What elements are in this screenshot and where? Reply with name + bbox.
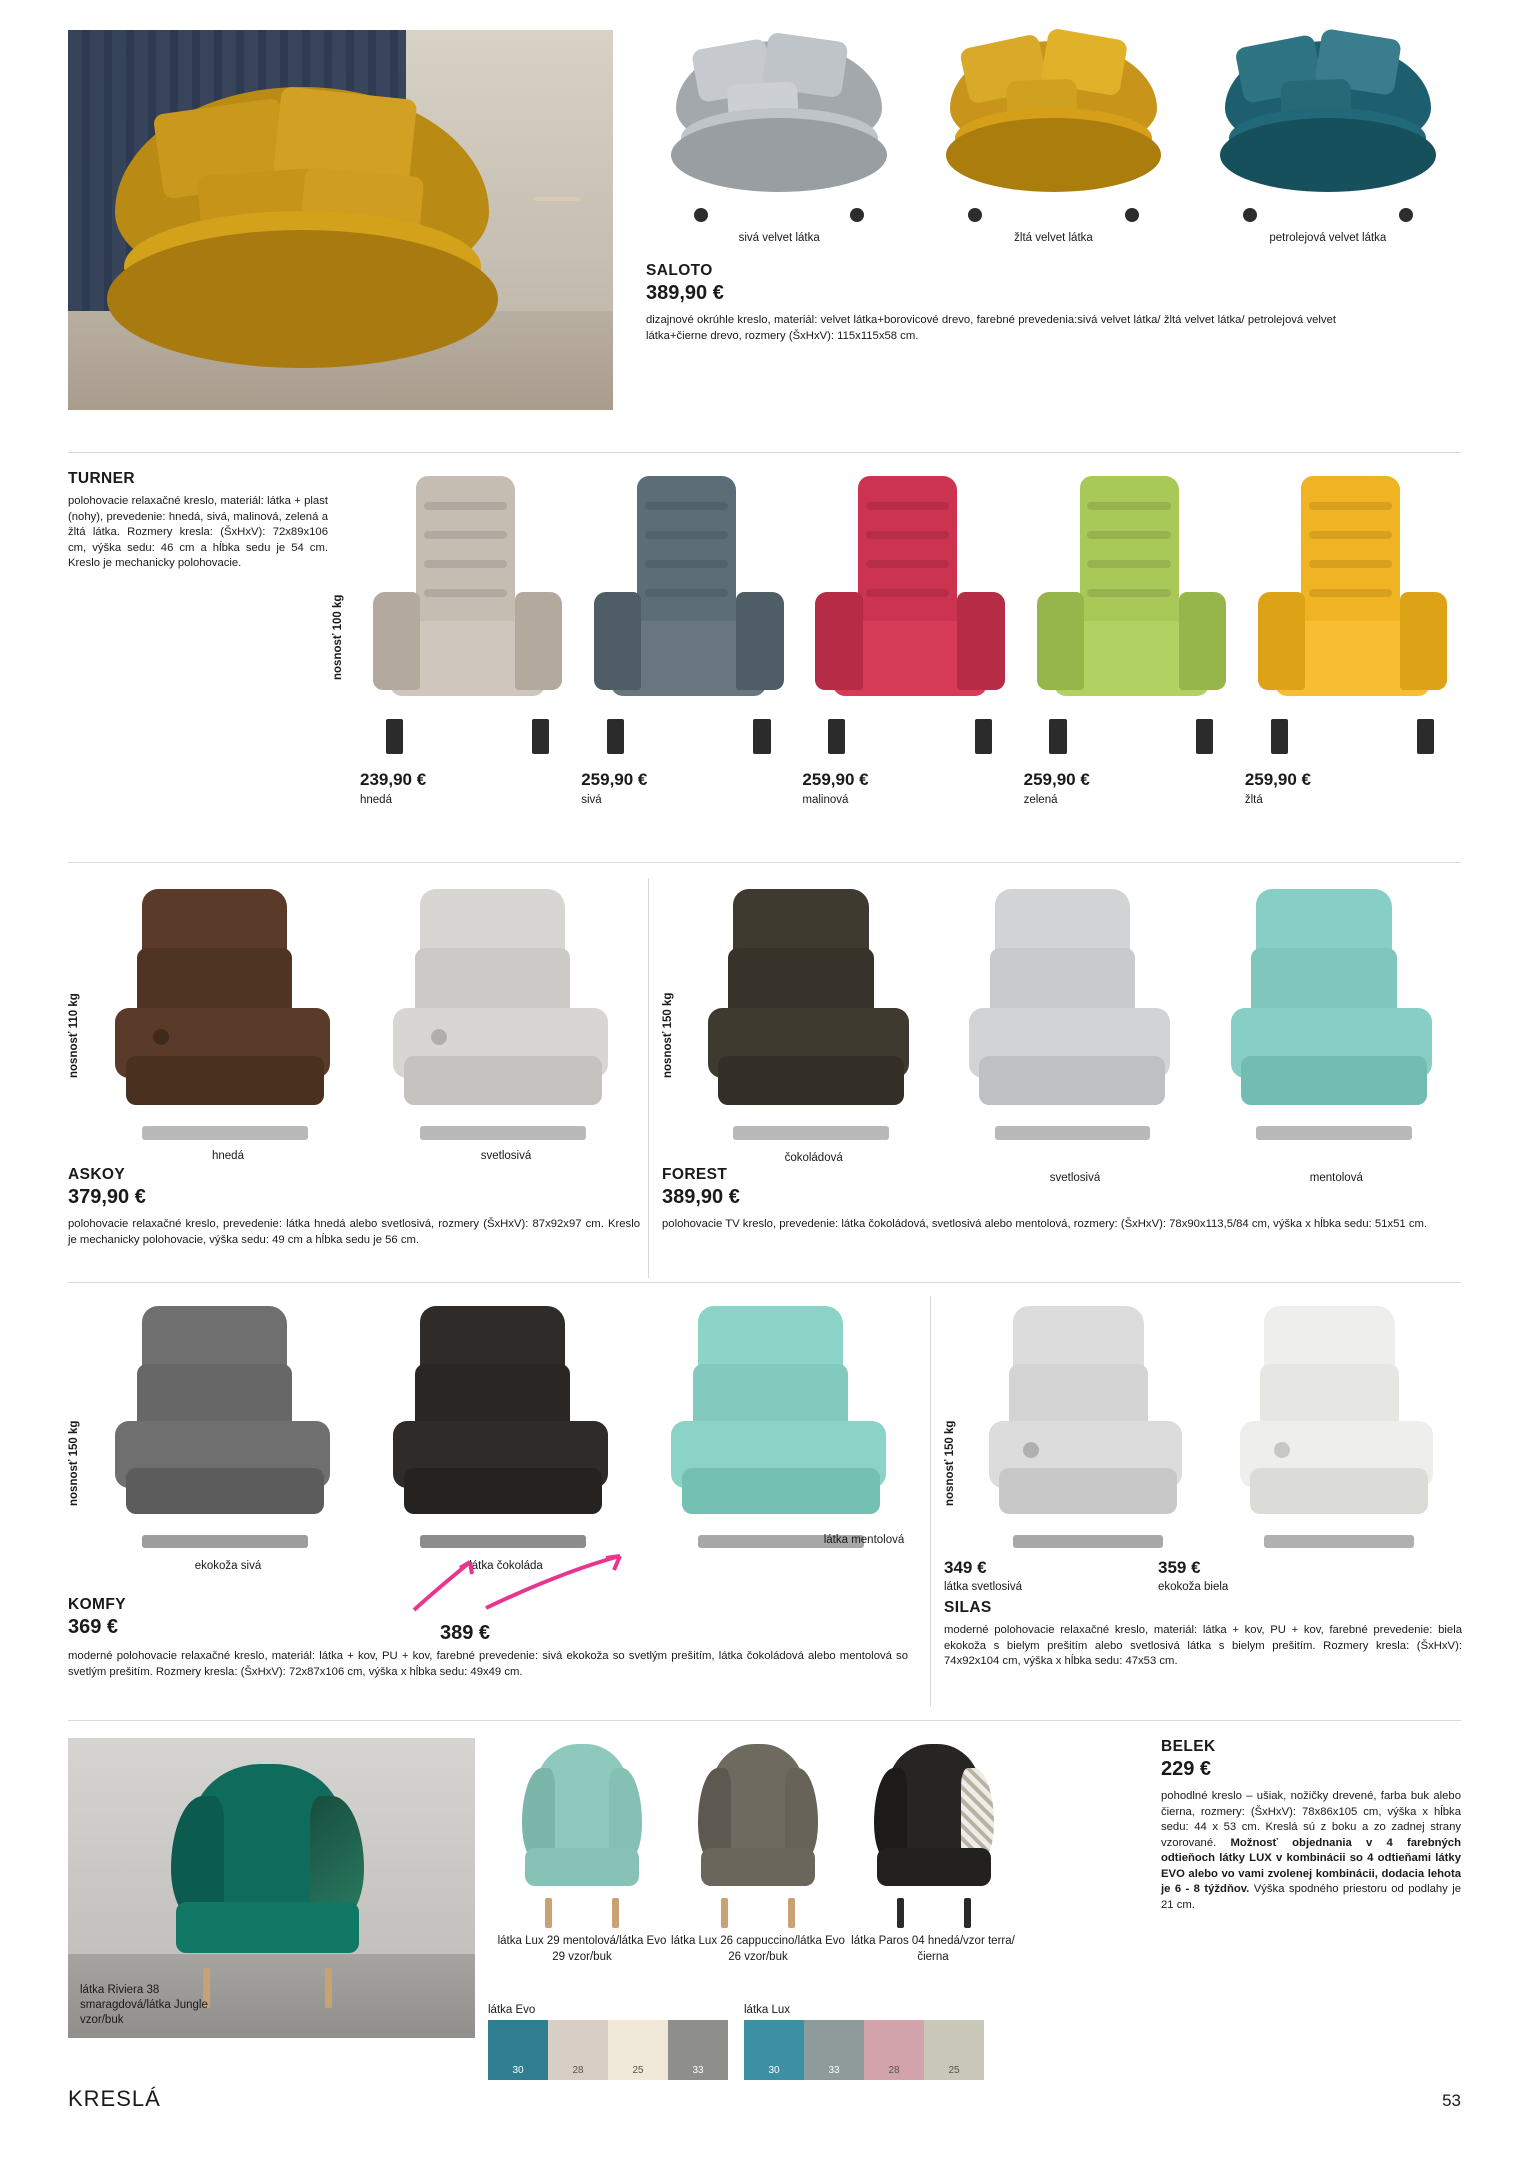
variant-caption: hnedá (212, 1150, 244, 1162)
variant-price: 259,90 € (581, 770, 648, 789)
variant-item (802, 470, 1017, 860)
variant-item (94, 1296, 362, 1572)
variant-caption: sivá velvet látka (738, 232, 820, 244)
footer (68, 2086, 1461, 2112)
variant-item (360, 470, 575, 860)
variant-caption: látka čokoláda (469, 1560, 543, 1572)
product-name-turner: TURNER (68, 470, 135, 487)
variant-item (372, 1296, 640, 1572)
swatch[interactable] (668, 2020, 728, 2080)
variant-item (920, 18, 1186, 244)
variant-caption: petrolejová velvet látka (1269, 232, 1387, 244)
variant-item (650, 1296, 918, 1556)
product-name-askoy: ASKOY (68, 1166, 126, 1183)
swatch[interactable] (608, 2020, 668, 2080)
swatch[interactable] (744, 2020, 804, 2080)
variant-price: 359 € (1158, 1558, 1201, 1577)
load-capacity-label: nosnosť 150 kg (68, 1420, 80, 1506)
belek-variants (497, 1738, 1018, 1963)
variant-caption: mentolová (1309, 1172, 1363, 1184)
swatch-code: 25 (948, 2065, 960, 2076)
swatch-code: 28 (572, 2065, 584, 2076)
product-price-komfy-secondary: 389 € (440, 1622, 491, 1644)
swatch-code: 30 (768, 2065, 780, 2076)
saloto-variants (646, 18, 1461, 244)
product-name-komfy: KOMFY (68, 1596, 126, 1613)
product-desc-silas: moderné polohovacie relaxačné kreslo, materiál: látka + kov, PU + kov, farebné prevedenie: biela ekokoža s bielym prešitím alebo svetlosivá látka s bielym prešitím. Rozmery kresla: (ŠxHxV): 74x92x104 cm, výška x hĺbka sedu: 47x53 cm. (944, 1624, 1462, 1668)
product-name-belek: BELEK (1161, 1738, 1216, 1755)
divider (68, 862, 1461, 863)
product-price-saloto: 389,90 € (646, 282, 724, 304)
variant-caption: hnedá (360, 794, 392, 806)
product-desc-belek (1161, 1789, 1461, 1914)
product-desc-forest: polohovacie TV kreslo, prevedenie: látka čokoládová, svetlosivá alebo mentolová, rozmery: (ŠxHxV): 78x90x113,5/84 cm, výška x hĺbka sedu: 51x51 cm. (662, 1218, 1428, 1230)
swatch-code: 28 (888, 2065, 900, 2076)
load-capacity-label: nosnosť 150 kg (944, 1420, 956, 1506)
page-number: 53 (1442, 2091, 1461, 2110)
belek-desc-bold: Možnosť objednania v 4 farebných odtieňoch látky LUX v kombinácii so 4 odtieňami látky EVO alebo vo vami zvolenej kombinácii, dodacia lehota je 6 - 8 týždňov. (1161, 1836, 1461, 1896)
variant-item (850, 1738, 1018, 1963)
variant-item (94, 878, 362, 1162)
product-block-komfy (68, 1296, 918, 1706)
variant-item (1024, 470, 1239, 860)
variant-price: 239,90 € (360, 770, 427, 789)
variant-item (497, 1738, 667, 1963)
variant-caption: látka Paros 04 hnedá/vzor terra/čierna (851, 1935, 1015, 1963)
variant-price: 259,90 € (1023, 770, 1090, 789)
product-desc-komfy: moderné polohovacie relaxačné kreslo, materiál: látka + kov, PU + kov, farebné prevedenie: sivá ekokoža so svetlým prešitím, látka čokoládová alebo mentolová so svetlým prešitím. Rozmery kresla: (ŠxHxV): 72x87x106 cm, výška x hĺbka sedu: 49x49 cm. (68, 1650, 908, 1678)
belek-hero-image (68, 1738, 475, 2038)
product-name-silas: SILAS (944, 1599, 992, 1616)
belek-hero-caption: látka Riviera 38 smaragdová/látka Jungle vzor/buk (80, 1984, 208, 2027)
variant-price: 259,90 € (802, 770, 869, 789)
product-block-forest (662, 878, 1462, 1278)
variant-caption: látka mentolová (823, 1534, 905, 1546)
product-desc-askoy: polohovacie relaxačné kreslo, prevedenie: látka hnedá alebo svetlosivá, rozmery (ŠxHxV): 87x92x97 cm. Kreslo je mechanicky polohovacie, výška sedu: 49 cm a hĺbka sedu je 56 cm. (68, 1218, 640, 1246)
divider-vertical (930, 1296, 931, 1706)
product-block-askoy (68, 878, 640, 1278)
product-price-komfy: 369 € (68, 1616, 119, 1638)
product-price-askoy: 379,90 € (68, 1186, 146, 1208)
variant-item (1195, 18, 1461, 244)
variant-item (646, 18, 912, 244)
variant-caption: žltá (1244, 794, 1263, 806)
variant-caption: sivá (581, 794, 602, 806)
product-block-turner (68, 470, 1461, 860)
product-name-saloto: SALOTO (646, 262, 713, 279)
load-capacity-label: nosnosť 150 kg (662, 992, 674, 1078)
variant-item (1245, 470, 1460, 860)
turner-variants (360, 470, 1460, 860)
variant-item (372, 878, 640, 1162)
variant-caption: svetlosivá (1049, 1172, 1101, 1184)
belek-desc-part2: Výška spodného priestoru od podlahy je 21 cm. (1161, 1883, 1461, 1912)
swatch-code: 30 (512, 2065, 524, 2076)
variant-caption: zelená (1023, 794, 1058, 806)
variant-item (1221, 1296, 1462, 1556)
variant-price: 349 € (944, 1558, 987, 1577)
variant-price: 259,90 € (1244, 770, 1311, 789)
swatch[interactable] (804, 2020, 864, 2080)
product-block-saloto (68, 0, 1461, 430)
variant-item (970, 1296, 1211, 1556)
variant-item (581, 470, 796, 860)
product-name-forest: FOREST (662, 1166, 728, 1183)
variant-item (1211, 878, 1462, 1184)
variant-caption: látka svetlosivá (944, 1581, 1022, 1593)
variant-caption: malinová (802, 794, 849, 806)
saloto-hero-image (68, 30, 613, 410)
variant-caption: čokoládová (784, 1152, 843, 1164)
divider-vertical (648, 878, 649, 1278)
product-desc-turner: polohovacie relaxačné kreslo, materiál: látka + plast (nohy), prevedenie: hnedá, sivá, malinová, zelená a žltá látka. Rozmery kresla: (ŠxHxV): 72x89x106 cm, výška sedu: 46 cm a hĺbka sedu je 54 cm. Kreslo je mechanicky polohovacie. (68, 495, 328, 570)
swatch[interactable] (488, 2020, 548, 2080)
swatch-group-label: látka Lux (744, 2004, 791, 2016)
swatch-code: 33 (828, 2065, 840, 2076)
variant-caption: ekokoža sivá (194, 1560, 262, 1572)
variant-caption: látka Lux 26 cappuccino/látka Evo 26 vzor/buk (671, 1935, 845, 1963)
product-desc-saloto: dizajnové okrúhle kreslo, materiál: velvet látka+borovicové drevo, farebné prevedenia:sivá velvet látka/ žltá velvet látka/ petrolejová velvet látka+čierne drevo, rozmery (ŠxHxV): 115x115x58 cm. (646, 314, 1336, 342)
variant-item (688, 878, 939, 1164)
variant-caption: svetlosivá (480, 1150, 532, 1162)
belek-desc-part1: pohodlné kreslo – ušiak, nožičky drevené, farba buk alebo čierna, rozmery: (ŠxHxV): 78x86x105 cm, výška x hĺbka sedu: 44 x 53 cm. Kreslá sú z boku a zo zadnej strany vzorované. (1161, 1790, 1461, 1849)
divider (68, 1282, 1461, 1283)
swatch-code: 25 (632, 2065, 644, 2076)
variant-caption: látka Lux 29 mentolová/látka Evo 29 vzor/buk (497, 1935, 667, 1963)
product-price-forest: 389,90 € (662, 1186, 740, 1208)
swatch[interactable] (548, 2020, 608, 2080)
swatch-group-label: látka Evo (488, 2004, 536, 2016)
variant-caption: ekokoža biela (1158, 1581, 1229, 1593)
divider (68, 452, 1461, 453)
load-capacity-label: nosnosť 110 kg (68, 993, 80, 1078)
swatch[interactable] (864, 2020, 924, 2080)
swatch[interactable] (924, 2020, 984, 2080)
product-block-silas (944, 1296, 1462, 1706)
variant-item (671, 1738, 845, 1963)
variant-caption: žltá velvet látka (1014, 232, 1093, 244)
divider (68, 1720, 1461, 1721)
load-capacity-label: nosnosť 100 kg (332, 594, 344, 680)
product-price-belek: 229 € (1161, 1758, 1212, 1780)
product-block-belek (68, 1738, 1461, 2076)
belek-swatch-groups (488, 2004, 984, 2080)
footer-category: KRESLÁ (68, 2086, 161, 2111)
variant-item (949, 878, 1200, 1184)
swatch-code: 33 (692, 2065, 704, 2076)
